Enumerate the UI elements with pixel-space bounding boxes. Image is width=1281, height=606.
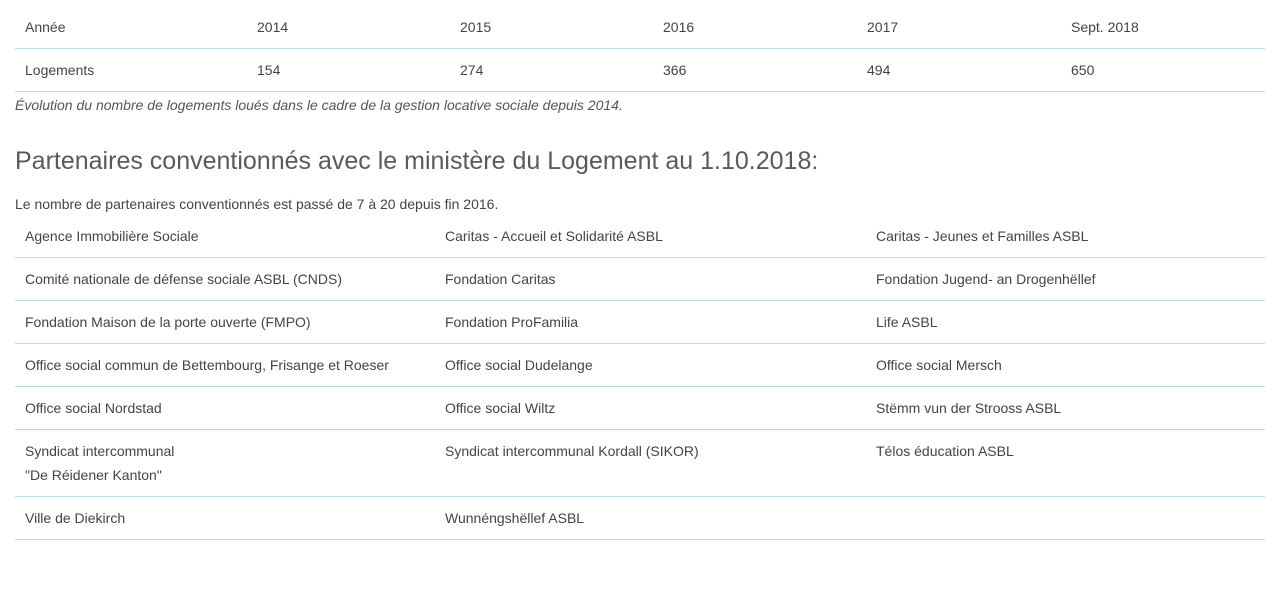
- partner-cell: Comité nationale de défense sociale ASBL (CNDS): [15, 258, 435, 301]
- partner-cell: Wunnéngshëllef ASBL: [435, 497, 866, 540]
- partner-cell: Stëmm vun der Strooss ASBL: [866, 387, 1265, 430]
- table-row: [15, 497, 1265, 540]
- table-row-label: Logements: [15, 49, 247, 92]
- year-cell: 2016: [653, 6, 857, 49]
- value-cell: 154: [247, 49, 450, 92]
- partners-intro: Le nombre de partenaires conventionnés est passé de 7 à 20 depuis fin 2016.: [15, 196, 499, 212]
- partner-cell: Office social commun de Bettembourg, Frisange et Roeser: [15, 344, 435, 387]
- partner-name-line: Syndicat intercommunal: [25, 443, 175, 459]
- partner-cell: Caritas - Jeunes et Familles ASBL: [866, 215, 1265, 258]
- partner-cell: Office social Nordstad: [15, 387, 435, 430]
- partner-cell: Fondation Caritas: [435, 258, 866, 301]
- partner-cell: Office social Mersch: [866, 344, 1265, 387]
- partner-cell: Ville de Diekirch: [15, 497, 435, 540]
- partner-cell: [866, 497, 1265, 540]
- partner-cell: Fondation Maison de la porte ouverte (FMPO): [15, 301, 435, 344]
- partner-cell: Télos éducation ASBL: [866, 430, 1265, 497]
- year-cell: 2014: [247, 6, 450, 49]
- partners-heading: Partenaires conventionnés avec le ministère du Logement au 1.10.2018:: [15, 147, 819, 175]
- table-caption: Évolution du nombre de logements loués dans le cadre de la gestion locative sociale depuis 2014.: [15, 97, 623, 113]
- value-cell: 366: [653, 49, 857, 92]
- year-cell: Sept. 2018: [1061, 6, 1265, 49]
- partner-cell: Fondation Jugend- an Drogenhëllef: [866, 258, 1265, 301]
- partner-cell: Fondation ProFamilia: [435, 301, 866, 344]
- partner-name-line: "De Réidener Kanton": [25, 467, 162, 483]
- table-row: [15, 49, 1265, 92]
- value-cell: 274: [450, 49, 653, 92]
- partner-cell: [15, 430, 435, 497]
- year-cell: 2017: [857, 6, 1061, 49]
- table-row: [15, 387, 1265, 430]
- partner-cell: Caritas - Accueil et Solidarité ASBL: [435, 215, 866, 258]
- table-row: [15, 258, 1265, 301]
- table-row: [15, 6, 1265, 49]
- table-row: [15, 344, 1265, 387]
- table-header-label: Année: [15, 6, 247, 49]
- table-row: [15, 215, 1265, 258]
- partner-cell: Office social Dudelange: [435, 344, 866, 387]
- table-row: [15, 430, 1265, 497]
- partner-cell: Life ASBL: [866, 301, 1265, 344]
- content: [15, 6, 1265, 540]
- partner-cell: Agence Immobilière Sociale: [15, 215, 435, 258]
- year-cell: 2015: [450, 6, 653, 49]
- partners-table: [15, 215, 1265, 540]
- table-row: [15, 301, 1265, 344]
- value-cell: 650: [1061, 49, 1265, 92]
- value-cell: 494: [857, 49, 1061, 92]
- partner-cell: Syndicat intercommunal Kordall (SIKOR): [435, 430, 866, 497]
- housing-table: [15, 6, 1265, 92]
- partner-cell: Office social Wiltz: [435, 387, 866, 430]
